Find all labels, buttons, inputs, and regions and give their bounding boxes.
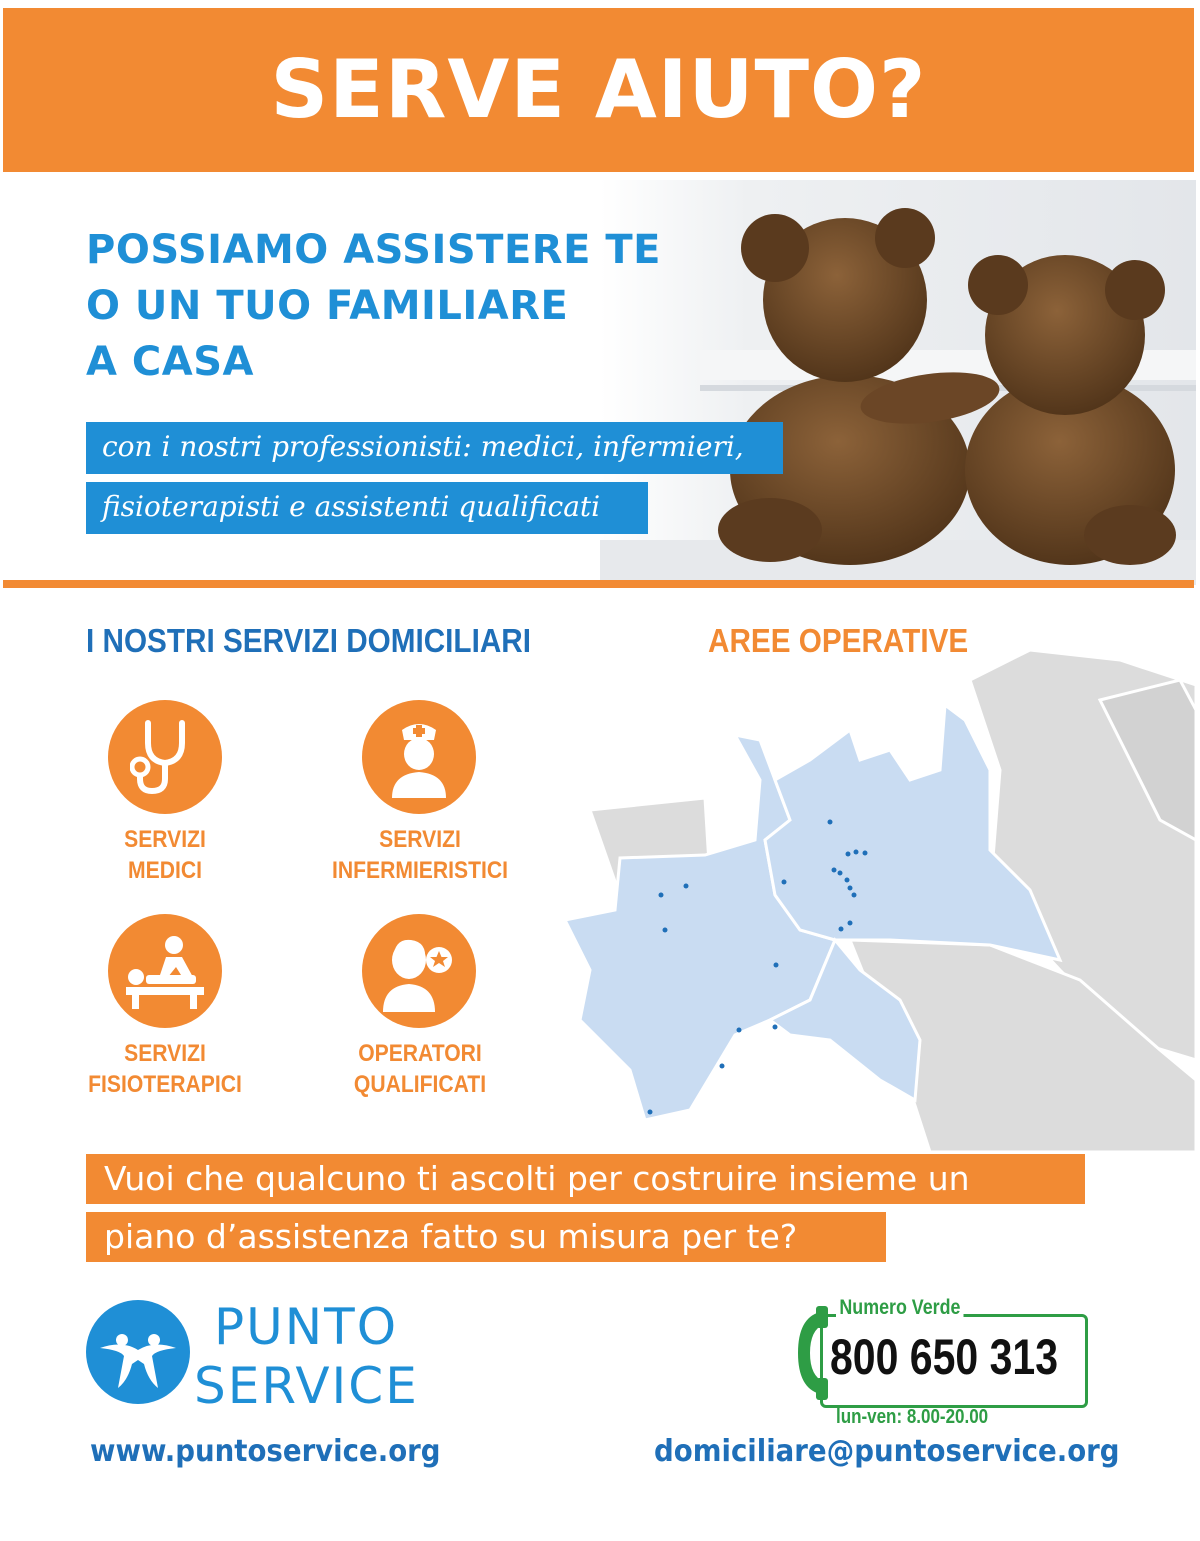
service-label-physio: SERVIZI FISIOTERAPICI (88, 1040, 242, 1098)
phone-caption: Numero Verde (836, 1296, 964, 1320)
phone-hours: lun-ven: 8.00-20.00 (836, 1406, 989, 1428)
hero-heading (86, 222, 706, 390)
map-location-dot (720, 1064, 725, 1069)
map-location-dot (659, 893, 664, 898)
map-location-dot (684, 884, 689, 889)
map-location-dot (848, 921, 853, 926)
website-link[interactable]: www.puntoservice.org (90, 1434, 441, 1469)
map-location-dot (846, 852, 851, 857)
service-card-nursing (362, 700, 476, 814)
map-location-dot (648, 1110, 653, 1115)
caregiver-icon (362, 914, 476, 1028)
section-divider (3, 580, 1194, 588)
nurse-icon (362, 700, 476, 814)
brand-name-line: PUNTO (214, 1298, 399, 1356)
map-location-dot (832, 868, 837, 873)
service-label-nursing: SERVIZI INFERMIERISTICI (331, 826, 508, 884)
stethoscope-icon (108, 700, 222, 814)
map-location-dot (848, 886, 853, 891)
map-location-dot (839, 927, 844, 932)
map-location-dot (838, 871, 843, 876)
email-link[interactable]: domiciliare@puntoservice.org (654, 1434, 1120, 1469)
map-location-dot (854, 850, 859, 855)
service-card-caregivers (362, 914, 476, 1028)
service-label-caregivers: OPERATORI QUALIFICATI (353, 1040, 487, 1098)
cta-text-line: Vuoi che qualcuno ti ascolti per costruire insieme un (86, 1154, 1085, 1204)
northern-italy-map (560, 640, 1196, 1152)
service-card-physio (108, 914, 222, 1028)
physiotherapy-icon (108, 914, 222, 1028)
areas-heading: AREE OPERATIVE (708, 622, 969, 659)
map-location-dot (863, 851, 868, 856)
phone-number[interactable]: 800 650 313 (830, 1329, 1059, 1385)
map-location-dot (828, 820, 833, 825)
hero-tagline-line: con i nostri professionisti: medici, infermieri, (86, 422, 783, 474)
service-label-medical: SERVIZI MEDICI (124, 826, 206, 884)
hero-heading-line: A CASA (86, 339, 254, 385)
map-location-dot (663, 928, 668, 933)
service-card-medical (108, 700, 222, 814)
logo-icon (86, 1300, 190, 1404)
hero-heading-line: POSSIAMO ASSISTERE TE (86, 227, 661, 273)
map-location-dot (852, 893, 857, 898)
phone-icon (790, 1298, 830, 1408)
map-location-dot (774, 963, 779, 968)
services-heading: I NOSTRI SERVIZI DOMICILIARI (86, 622, 531, 659)
map-location-dot (845, 878, 850, 883)
cta-text-line: piano d’assistenza fatto su misura per te? (86, 1212, 886, 1262)
page-title: SERVE AIUTO? (270, 43, 927, 136)
brand-name-line: SERVICE (194, 1357, 419, 1415)
hero-heading-line: O UN TUO FAMILIARE (86, 283, 569, 329)
map-location-dot (737, 1028, 742, 1033)
hero-tagline-line: fisioterapisti e assistenti qualificati (86, 482, 648, 534)
map-location-dot (782, 880, 787, 885)
map-location-dot (773, 1025, 778, 1030)
